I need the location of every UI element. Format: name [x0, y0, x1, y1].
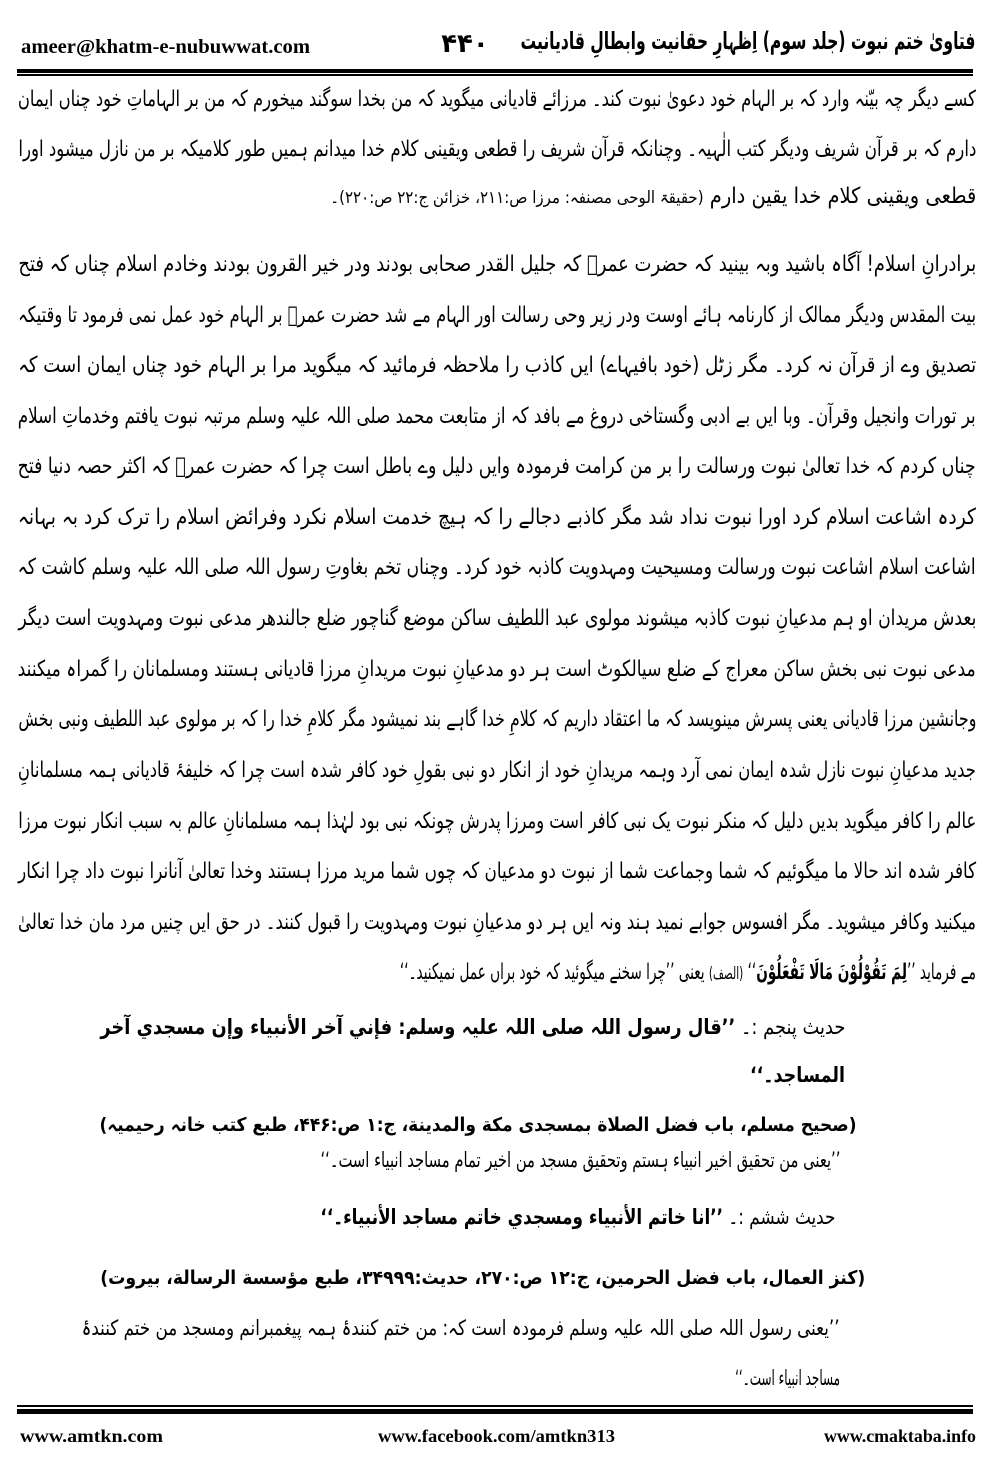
footer-rule-thick [17, 1409, 973, 1414]
footer-link-amtkn[interactable] [20, 1423, 163, 1449]
hadith-6-label: حدیث ششم :۔ [722, 1205, 835, 1229]
body-line-content [330, 174, 976, 221]
page-number: ۴۴۰ [441, 29, 489, 59]
body-line-text: وجانشین مرزا قادیانی یعنی پسرش مینویسد کہ ما اعتقاد داریم کہ کلامِ خدا گاہے بند نمیشود مگر کلامِ خدا را کہ بر مولوی عبد اللطیف ونبی بخش [18, 707, 976, 732]
verse-translation: یعنی ’’چرا سخنے میگوئید کہ خود براں عمل نمیکنید۔‘‘ [400, 960, 710, 985]
hadith-6-line [320, 1194, 835, 1240]
body-line [18, 697, 976, 743]
hadith-5-line-2 [750, 1052, 845, 1098]
footer-link-text: www.amtkn.com [20, 1426, 163, 1446]
book-title [520, 21, 975, 61]
source-reference: (حقیقۃ الوحی مصنفہ: مرزا ص:۲۱۱، خزائن ج:۲۲ ص:۲۲۰)۔ [330, 188, 704, 208]
hadith-6-translation-text: ’’یعنی رسول اللہ صلی اللہ علیہ وسلم فرمودہ است کہ: من ختم کنندۂ ہمہ پیغمبرانم ومسجد من ختم کنندۂ [82, 1316, 840, 1340]
body-line [18, 596, 976, 642]
hadith-6-translation-line-2 [735, 1355, 840, 1401]
body-line [18, 77, 976, 123]
hadith-5-line-1 [100, 1004, 845, 1050]
quran-verse-line-content [400, 950, 976, 997]
body-line-text: بعدش مریدان او ہم مدعیانِ نبوت کاذبہ میشوند مولوی عبد اللطیف ساکن موضع گناچور ضلع جالندھر مدعی نبوت ومہدویت است دیگر [18, 606, 976, 631]
footer-link-text: www.cmaktaba.info [824, 1426, 976, 1446]
body-line-text: کردہ اشاعت اسلام کرد اورا نبوت نداد شد مگر کاذبے دجالے را کہ ہیچ خدمت اسلام نکرد وفرائض اسلام را ترک کرد بہ بہانہ [18, 505, 976, 530]
body-line [18, 394, 976, 440]
surah-reference: (الصف) [709, 964, 744, 984]
body-line-text: کافر شدہ اند حالا ما میگوئیم کہ شما وجماعت شما از نبوت دو مدعیان کہ چوں شما مرید مرزا ہستند وخدا تعالیٰ آنانرا نبوت داد چرا انکار [18, 859, 976, 884]
footer-link-cmaktaba[interactable] [824, 1423, 976, 1449]
hadith-5-label: حدیث پنجم :۔ [734, 1015, 845, 1039]
body-line-text: تصدیق وے از قرآن نہ کرد۔ مگر زٹل (خود بافیہاے) ایں کاذب را ملاحظہ فرمائید کہ میگوید مرا بر الہام خود چناں ایمان است کہ [18, 353, 976, 378]
footer-link-text: www.facebook.com/amtkn313 [378, 1426, 615, 1446]
body-line-text: جدید مدعیانِ نبوت نازل شدہ ایمان نمی آرد وہمہ مریدانِ خود از انکار دو نبی بقولِ خود کافر شدہ است چرا کہ خلیفۂ قادیانی ہمہ مسلمانانِ [18, 758, 976, 783]
body-line [18, 900, 976, 946]
body-line [18, 799, 976, 845]
closing-text: قطعی ویقینی کلام خدا یقین دارم [703, 184, 976, 209]
body-line-text: چناں کردم کہ خدا تعالیٰ نبوت ورسالت را بر من کرامت فرمودہ وایں دلیل وے باطل است چرا کہ حضرت عمرؓ کہ اکثر حصہ دنیا فتح [18, 454, 976, 479]
body-line-text: اشاعت اسلام اشاعت نبوت ورسالت ومسیحیت ومہدویت کاذبہ خود کرد۔ وچناں تخم بغاوتِ رسول اللہ صلی اللہ علیہ وسلم کاشت کہ [18, 555, 976, 580]
hadith-6-content [320, 1194, 835, 1240]
body-line [18, 647, 976, 693]
hadith-5-content [100, 1004, 845, 1050]
body-line [18, 127, 976, 173]
footer-link-facebook[interactable] [378, 1423, 615, 1449]
body-line-text: میکنید وکافر میشوید۔ مگر افسوس جوابے نمید ہند ونہ ایں ہر دو مدعیانِ نبوت ومہدویت را قبول کنند۔ در حق ایں چنیں مرد مان خدا تعالیٰ [18, 910, 976, 935]
body-line [18, 242, 976, 288]
body-line-text: برادرانِ اسلام! آگاہ باشید وبہ بینید کہ حضرت عمرؓ کہ جلیل القدر صحابی بودند ودر خیر القرون بودند وخادم اسلام چناں کہ فتح [18, 252, 976, 277]
quran-verse-line [400, 950, 976, 996]
header-rule-thin [17, 74, 973, 76]
body-line [18, 293, 976, 339]
hadith-5-reference-text: (صحیح مسلم، باب فضل الصلاة بمسجدی مکة والمدینة، ج:۱ ص:۴۴۶، طبع کتب خانہ رحیمیہ) [100, 1114, 857, 1136]
header-rule-thick [17, 69, 973, 73]
hadith-6-translation-line-1 [82, 1305, 840, 1351]
body-line-text: کسے دیگر چہ بیّنہ وارد کہ بر الہام خود دعویٰ نبوت کند۔ مرزائے قادیانی میگوید کہ من بخدا سوگند میخورم کہ من بر الہاماتِ خود چناں ایمان [18, 87, 976, 112]
verse-close: ‘‘ [743, 960, 757, 985]
body-line [18, 495, 976, 541]
hadith-6-reference [100, 1255, 865, 1301]
hadith-6-reference-text: (کنز العمال، باب فضل الحرمین، ج:۱۲ ص:۲۷۰، حدیث:۳۴۹۹۹، طبع مؤسسة الرسالة، بیروت) [100, 1267, 865, 1289]
body-line [18, 444, 976, 490]
header-email-text: ameer@khatm-e-nubuwwat.com [21, 36, 310, 58]
hadith-6-text: ’’انا خاتم الأنبياء ومسجدي خاتم مساجد الأنبياء۔‘‘ [320, 1205, 723, 1229]
header-email[interactable] [21, 34, 310, 60]
quran-verse: لِمَ تَقُوْلُوْنَ مَالَا تَفْعَلُوْنَ [756, 960, 908, 985]
body-line [18, 545, 976, 591]
body-line-text: بیت المقدس ودیگر ممالک از کارنامہ ہائے اوست ودر زیر وحی رسالت اور الہام مے شد حضرت عمرؓ بر الہام خود عمل نمی فرمود تا وقتیکہ [18, 303, 976, 328]
hadith-5-translation [320, 1137, 840, 1183]
book-title-text: فتاویٰ ختم نبوت (جلد سوم) اِظہارِ حقانیت وابطالِ قادیانیت [520, 27, 975, 55]
hadith-6-translation-text-continued: مساجد انبیاء است۔‘‘ [735, 1366, 840, 1390]
body-line [18, 343, 976, 389]
body-line-text: مدعی نبوت نبی بخش ساکن معراج کے ضلع سیالکوٹ است ہر دو مدعیانِ نبوت مریدانِ مرزا قادیانی ہستند ومسلمانان را گمراہ میکنند [18, 657, 976, 682]
body-line [18, 849, 976, 895]
body-line [18, 748, 976, 794]
body-line-text: دارم کہ بر قرآن شریف ودیگر کتب الٰہیہ۔ وچنانکہ قرآن شریف را قطعی ویقینی کلام خدا میدانم ہمیں طور کلامیکہ بر من نازل میشود اورا [18, 137, 976, 162]
hadith-5-text: ’’قال رسول اللہ صلی اللہ علیہ وسلم: فإني آخر الأنبياء وإن مسجدي آخر [100, 1015, 735, 1039]
body-line-text: عالم را کافر میگوید بدیں دلیل کہ منکر نبوت یک نبی کافر است ومرزا پدرش چونکہ نبی بود لہٰذا ہمہ مسلمانانِ عالم بہ سبب انکار نبوت مرزا [18, 809, 976, 834]
hadith-5-text-continued: المساجد۔‘‘ [750, 1063, 845, 1087]
hadith-5-translation-text: ’’یعنی من تحقیق اخیر انبیاء ہستم وتحقیق مسجد من اخیر تمام مساجد انبیاء است۔‘‘ [320, 1148, 840, 1172]
verse-lead: مے فرماید ’’ [907, 960, 976, 985]
body-line-text: بر تورات وانجیل وقرآن۔ وبا ایں بے ادبی وگستاخی دروغ مے بافد کہ از متابعت محمد صلی اللہ علیہ وسلم مرتبہ نبوت یافتم وخدماتِ اسلام [18, 404, 976, 429]
footer-rule-thin [17, 1405, 973, 1407]
body-line-with-reference [330, 174, 976, 220]
